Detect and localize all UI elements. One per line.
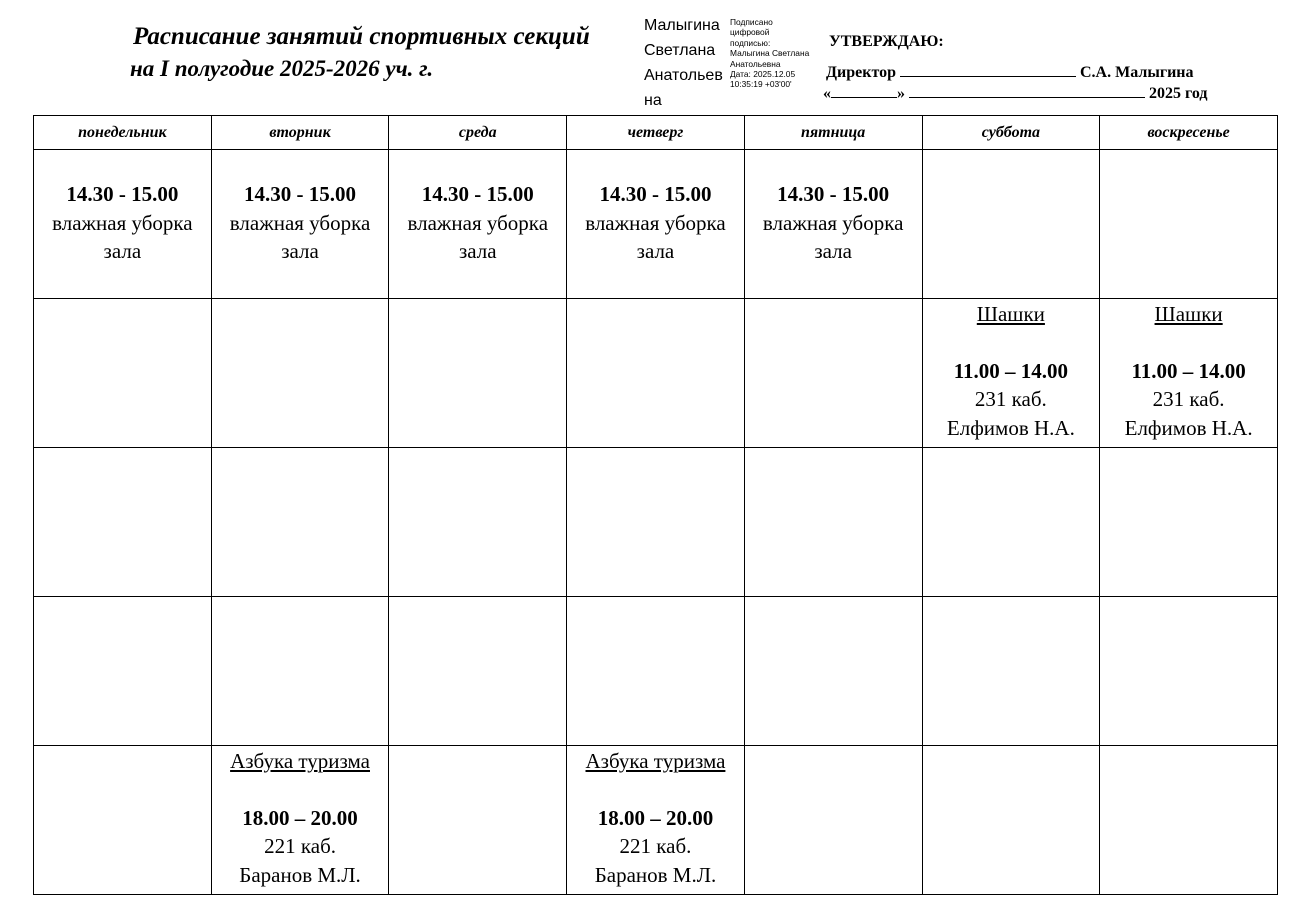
schedule-cell xyxy=(34,448,212,597)
event-room: 231 каб. xyxy=(974,387,1047,411)
schedule-cell xyxy=(744,448,922,597)
event-description: влажная уборка зала xyxy=(585,210,726,263)
table-row xyxy=(34,299,1278,448)
event-description: влажная уборка зала xyxy=(762,210,904,263)
schedule-cell xyxy=(34,597,212,746)
day-header: суббота xyxy=(922,116,1100,150)
schedule-cell xyxy=(211,299,389,448)
schedule-cell xyxy=(34,150,212,299)
section-name: Шашки xyxy=(976,302,1045,326)
schedule-cell xyxy=(211,597,389,746)
signature-line: Подписано xyxy=(730,17,773,27)
schedule-cell xyxy=(211,448,389,597)
director-name: С.А. Малыгина xyxy=(1080,64,1194,81)
table-row xyxy=(34,150,1278,299)
event-teacher: Баранов М.Л. xyxy=(239,862,361,887)
director-signature-blank xyxy=(900,62,1076,77)
schedule-cell xyxy=(211,746,389,895)
schedule-cell xyxy=(744,597,922,746)
event-teacher: Елфимов Н.А. xyxy=(1124,415,1253,440)
approval-date-line xyxy=(823,83,1208,103)
signature-line: Анатольевна xyxy=(730,58,781,69)
schedule-cell xyxy=(567,746,745,895)
schedule-subtitle: на I полугодие 2025-2026 уч. г. xyxy=(130,56,434,81)
month-blank xyxy=(909,83,1145,98)
schedule-cell xyxy=(389,299,567,448)
quote-open: « xyxy=(823,85,831,102)
signature-line: 10:35:19 +03'00' xyxy=(730,79,792,90)
approval-heading: УТВЕРЖДАЮ: xyxy=(829,33,944,50)
schedule-table xyxy=(33,115,1278,895)
event-room: 221 каб. xyxy=(619,834,692,858)
schedule-cell xyxy=(567,597,745,746)
table-row xyxy=(34,448,1278,597)
signature-details xyxy=(730,17,822,90)
director-line xyxy=(826,62,1194,82)
schedule-title: Расписание занятий спортивных секций xyxy=(133,23,590,50)
section-name: Азбука туризма xyxy=(585,749,726,773)
day-blank xyxy=(831,83,897,98)
day-header: четверг xyxy=(567,116,745,150)
schedule-cell xyxy=(211,150,389,299)
schedule-cell xyxy=(1100,150,1278,299)
event-time: 14.30 - 15.00 xyxy=(599,182,712,206)
event-time: 14.30 - 15.00 xyxy=(421,182,534,206)
schedule-cell xyxy=(1100,448,1278,597)
schedule-cell xyxy=(567,299,745,448)
event-description: влажная уборка зала xyxy=(229,210,371,263)
schedule-cell xyxy=(34,746,212,895)
schedule-cell xyxy=(922,746,1100,895)
event-description: влажная уборка зала xyxy=(52,210,193,263)
table-row xyxy=(34,746,1278,895)
signature-name: Малыгина Светлана Анатольевна xyxy=(644,17,723,109)
schedule-cell xyxy=(567,150,745,299)
event-teacher: Баранов М.Л. xyxy=(594,862,717,887)
schedule-cell xyxy=(567,448,745,597)
section-name: Азбука туризма xyxy=(230,749,370,773)
schedule-cell xyxy=(922,448,1100,597)
schedule-cell xyxy=(922,150,1100,299)
event-time: 14.30 - 15.00 xyxy=(66,182,179,206)
schedule-cell xyxy=(34,299,212,448)
event-time: 14.30 - 15.00 xyxy=(777,182,890,206)
event-time: 18.00 – 20.00 xyxy=(242,805,358,830)
section-name: Шашки xyxy=(1154,302,1223,326)
signature-line: цифровой xyxy=(730,27,770,38)
signature-line: подписью: xyxy=(730,37,771,48)
signature-line: Дата: 2025.12.05 xyxy=(730,69,796,80)
event-time: 14.30 - 15.00 xyxy=(244,182,357,206)
day-header: понедельник xyxy=(34,116,212,150)
day-header: среда xyxy=(389,116,567,150)
day-header: воскресенье xyxy=(1100,116,1278,150)
event-teacher: Елфимов Н.А. xyxy=(946,415,1075,440)
event-time: 11.00 – 14.00 xyxy=(1131,358,1246,383)
schedule-cell xyxy=(389,150,567,299)
approval-year: 2025 год xyxy=(1149,85,1208,102)
table-row xyxy=(34,597,1278,746)
day-header: вторник xyxy=(211,116,389,150)
signature-line: Малыгина Светлана xyxy=(730,48,810,59)
quote-close: » xyxy=(897,85,905,102)
schedule-cell xyxy=(1100,597,1278,746)
event-room: 221 каб. xyxy=(264,834,336,858)
event-room: 231 каб. xyxy=(1152,387,1225,411)
days-header-row xyxy=(34,116,1278,150)
schedule-cell xyxy=(1100,746,1278,895)
schedule-cell xyxy=(922,299,1100,448)
event-time: 11.00 – 14.00 xyxy=(953,358,1069,383)
schedule-cell xyxy=(1100,299,1278,448)
event-time: 18.00 – 20.00 xyxy=(597,805,714,830)
schedule-cell xyxy=(389,746,567,895)
schedule-cell xyxy=(922,597,1100,746)
schedule-cell xyxy=(744,299,922,448)
schedule-cell xyxy=(389,597,567,746)
day-header: пятница xyxy=(744,116,922,150)
event-description: влажная уборка зала xyxy=(407,210,549,263)
schedule-cell xyxy=(744,746,922,895)
schedule-cell xyxy=(744,150,922,299)
schedule-cell xyxy=(389,448,567,597)
director-label: Директор xyxy=(826,64,896,81)
